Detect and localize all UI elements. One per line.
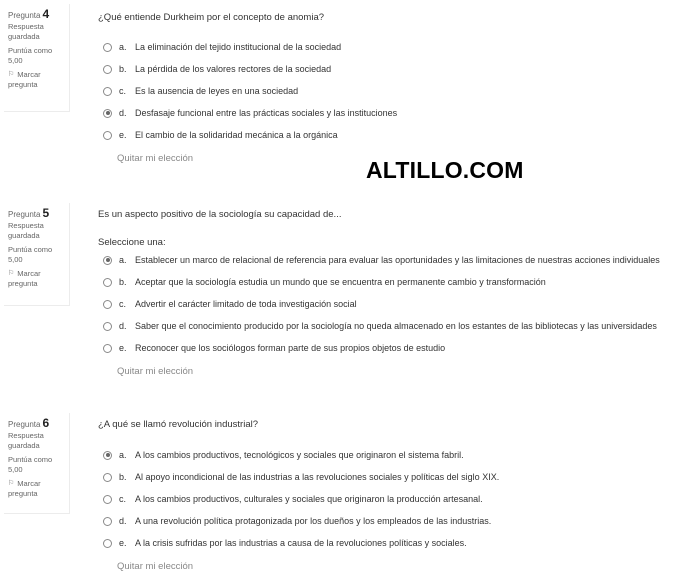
status-line-1: Respuesta — [8, 221, 44, 230]
question-number-value: 4 — [42, 7, 50, 21]
flag-label: Marcar — [17, 70, 41, 79]
option-a[interactable] — [103, 252, 660, 268]
points-value: 5,00 — [8, 255, 23, 264]
points-label: Puntúa como — [8, 455, 53, 464]
watermark: ALTILLO.COM — [366, 157, 524, 183]
option-d[interactable] — [103, 318, 657, 334]
option-b[interactable] — [103, 61, 331, 77]
radio-button-selected[interactable] — [103, 109, 112, 118]
option-text: Desfasaje funcional entre las prácticas sociales y las instituciones — [135, 108, 398, 118]
status-line-1: Respuesta — [8, 22, 44, 31]
option-letter: a. — [119, 450, 127, 460]
points-label: Puntúa como — [8, 46, 53, 55]
flag-label-2: pregunta — [8, 80, 38, 89]
option-text: Es la ausencia de leyes en una sociedad — [135, 86, 299, 96]
option-text: Advertir el carácter limitado de toda investigación social — [135, 299, 357, 309]
option-letter: c. — [119, 494, 127, 504]
question-label: Pregunta — [8, 210, 41, 219]
option-d[interactable] — [103, 105, 397, 121]
radio-button[interactable] — [103, 495, 112, 504]
flag-label: Marcar — [17, 269, 41, 278]
option-c[interactable] — [103, 491, 483, 507]
option-letter: a. — [119, 255, 127, 265]
radio-button[interactable] — [103, 473, 112, 482]
option-d[interactable] — [103, 513, 491, 529]
option-e[interactable] — [103, 127, 338, 143]
clear-choice-link[interactable]: Quitar mi elección — [117, 366, 194, 377]
clear-choice-link[interactable]: Quitar mi elección — [117, 561, 194, 572]
question-info — [4, 203, 70, 306]
radio-button[interactable] — [103, 278, 112, 287]
option-b[interactable] — [103, 469, 499, 485]
radio-button[interactable] — [103, 344, 112, 353]
radio-button-selected[interactable] — [103, 451, 112, 460]
question-text: Es un aspecto positivo de la sociología su capacidad de... — [98, 209, 342, 220]
status-line-2: guardada — [8, 441, 40, 450]
option-text: Reconocer que los sociólogos forman parte de sus propios objetos de estudio — [135, 343, 446, 353]
question-info — [4, 4, 70, 112]
flag-question-button[interactable] — [8, 70, 69, 80]
option-letter: e. — [119, 343, 127, 353]
question-number-value: 5 — [42, 206, 50, 220]
option-letter: e. — [119, 130, 127, 140]
question-text: ¿A qué se llamó revolución industrial? — [98, 419, 259, 430]
question-text: ¿Qué entiende Durkheim por el concepto de anomia? — [98, 12, 325, 23]
option-a[interactable] — [103, 447, 464, 463]
option-letter: d. — [119, 108, 127, 118]
option-text: El cambio de la solidaridad mecánica a la orgánica — [135, 130, 338, 140]
option-letter: b. — [119, 277, 127, 287]
select-one-prompt: Seleccione una: — [98, 237, 166, 248]
option-letter: b. — [119, 472, 127, 482]
status-line-2: guardada — [8, 32, 40, 41]
flag-question-button[interactable] — [8, 479, 69, 489]
option-b[interactable] — [103, 274, 546, 290]
points-value: 5,00 — [8, 56, 23, 65]
flag-label: Marcar — [17, 479, 41, 488]
question-number — [8, 417, 69, 431]
option-text: La pérdida de los valores rectores de la sociedad — [135, 64, 332, 74]
points-value: 5,00 — [8, 465, 23, 474]
option-letter: b. — [119, 64, 127, 74]
option-text: A la crisis sufridas por las industrias a causa de la revoluciones políticas y sociales. — [135, 538, 467, 548]
radio-button-selected[interactable] — [103, 256, 112, 265]
option-letter: a. — [119, 42, 127, 52]
radio-button[interactable] — [103, 43, 112, 52]
radio-button[interactable] — [103, 65, 112, 74]
option-text: A los cambios productivos, tecnológicos y sociales que originaron el sistema fabril. — [135, 450, 464, 460]
option-text: A los cambios productivos, culturales y sociales que originaron la producción artesanal. — [135, 494, 483, 504]
radio-button[interactable] — [103, 300, 112, 309]
option-letter: d. — [119, 321, 127, 331]
option-text: A una revolución política protagonizada por los dueños y los empleados de las industrias. — [135, 516, 492, 526]
option-c[interactable] — [103, 296, 357, 312]
option-text: Al apoyo incondicional de las industrias a las revoluciones sociales y políticas del siglo XIX. — [135, 472, 500, 482]
flag-label-2: pregunta — [8, 489, 38, 498]
option-c[interactable] — [103, 83, 298, 99]
flag-question-button[interactable] — [8, 269, 69, 279]
question-info — [4, 413, 70, 514]
option-letter: c. — [119, 86, 127, 96]
radio-button[interactable] — [103, 322, 112, 331]
radio-button[interactable] — [103, 87, 112, 96]
question-number — [8, 8, 69, 22]
flag-icon: ⚐ — [8, 71, 15, 78]
question-number-value: 6 — [42, 416, 50, 430]
option-text: La eliminación del tejido institucional de la sociedad — [135, 42, 342, 52]
option-letter: c. — [119, 299, 127, 309]
option-a[interactable] — [103, 39, 341, 55]
radio-button[interactable] — [103, 517, 112, 526]
option-letter: d. — [119, 516, 127, 526]
option-e[interactable] — [103, 535, 467, 551]
flag-icon: ⚐ — [8, 270, 15, 277]
option-text: Aceptar que la sociología estudia un mundo que se encuentra en permanente cambio y transformación — [135, 277, 546, 287]
points-label: Puntúa como — [8, 245, 53, 254]
flag-label-2: pregunta — [8, 279, 38, 288]
clear-choice-link[interactable]: Quitar mi elección — [117, 153, 194, 164]
flag-icon: ⚐ — [8, 480, 15, 487]
option-text: Establecer un marco de relacional de referencia para evaluar las oportunidades y las limitaciones de nuestras acciones individuales — [135, 255, 660, 265]
option-text: Saber que el conocimiento producido por la sociología no queda almacenado en los estantes de las bibliotecas y las universidades — [135, 321, 657, 331]
question-label: Pregunta — [8, 420, 41, 429]
question-number — [8, 207, 69, 221]
status-line-2: guardada — [8, 231, 40, 240]
option-e[interactable] — [103, 340, 445, 356]
radio-button[interactable] — [103, 131, 112, 140]
option-letter: e. — [119, 538, 127, 548]
status-line-1: Respuesta — [8, 431, 44, 440]
question-label: Pregunta — [8, 11, 41, 20]
radio-button[interactable] — [103, 539, 112, 548]
